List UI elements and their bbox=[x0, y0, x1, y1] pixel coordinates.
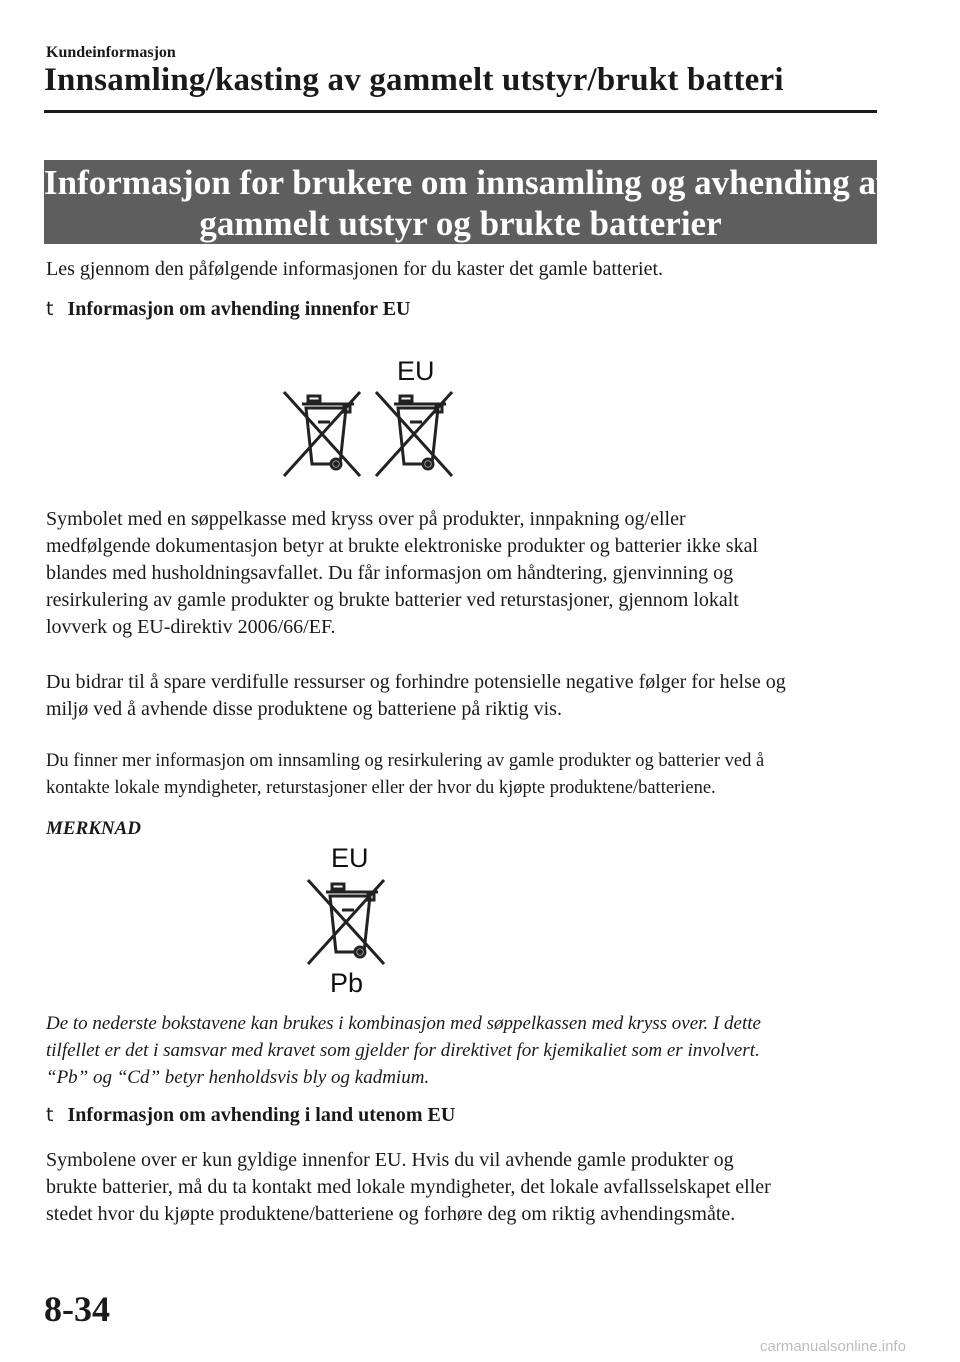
page-title: Innsamling/kasting av gammelt utstyr/brukt batteri bbox=[44, 62, 784, 98]
intro-text: Les gjennom den påfølgende informasjonen for du kaster det gamle batteriet. bbox=[46, 258, 664, 280]
note-label: MERKNAD bbox=[46, 818, 142, 839]
heading-eu-text: Informasjon om avhending innenfor EU bbox=[67, 298, 411, 320]
bullet-icon: t bbox=[46, 298, 54, 320]
heading-non-eu-text: Informasjon om avhending i land utenom EU bbox=[67, 1104, 456, 1126]
eu-paragraph-3: Du finner mer informasjon om innsamling og resirkulering av gamle produkter og batterier ved å kontakte lokale myndigheter, returstasjoner eller der hvor du kjøpte produktene/batteriene. bbox=[46, 751, 765, 798]
heading-eu bbox=[46, 298, 410, 321]
note-symbol-bottom-label: Pb bbox=[330, 968, 364, 998]
note-text: De to nederste bokstavene kan brukes i kombinasjon med søppelkassen med kryss over. I dette tilfellet er det i samsvar med kravet som gjelder for direktivet for kjemikaliet som er involvert. “Pb” og “Cd” betyr henholdsvis bly og kadmium. bbox=[46, 1013, 761, 1088]
eu-paragraph-2: Du bidrar til å spare verdifulle ressurser og forhindre potensielle negative følger for helse og miljø ved å avhende disse produktene og batteriene på riktig vis. bbox=[46, 671, 786, 720]
eu-paragraph-1: Symbolet med en søppelkasse med kryss over på produkter, innpakning og/eller medfølgende dokumentasjon betyr at brukte elektroniske produkter og batterier ikke skal blandes med husholdningsavfallet. Du får informasjon om håndtering, gjenvinning og resirkulering av gamle produkter og brukte batterier ved returstasjoner, gjennom lokalt lovverk og EU-direktiv 2006/66/EF. bbox=[46, 508, 759, 638]
chapter-label: Kundeinformasjon bbox=[46, 44, 176, 61]
watermark-text: carmanualsonline.info bbox=[760, 1338, 906, 1355]
page-number: 8-34 bbox=[44, 1289, 110, 1329]
non-eu-paragraph: Symbolene over er kun gyldige innenfor EU. Hvis du vil avhende gamle produkter og brukte batterier, må du ta kontakt med lokale myndigheter, det lokale avfallsselskapet eller stedet hvor du kjøpte produktene/batteriene og forhøre deg om riktig avhendingsmåte. bbox=[46, 1149, 771, 1225]
crossed-bin-icon bbox=[300, 876, 394, 968]
crossed-bin-pair-icon bbox=[276, 388, 466, 480]
title-divider bbox=[44, 110, 877, 113]
heading-non-eu bbox=[46, 1104, 455, 1127]
crossed-bin-icon bbox=[376, 392, 452, 476]
banner-line-1: Informasjon for brukere om innsamling og avhending av bbox=[44, 163, 894, 202]
eu-symbol-label: EU bbox=[397, 356, 435, 386]
bullet-icon: t bbox=[46, 1104, 54, 1126]
crossed-bin-icon bbox=[284, 392, 360, 476]
banner-line-2: gammelt utstyr og brukte batterier bbox=[199, 204, 722, 243]
note-symbol-top-label: EU bbox=[331, 843, 369, 873]
section-banner bbox=[44, 160, 894, 244]
